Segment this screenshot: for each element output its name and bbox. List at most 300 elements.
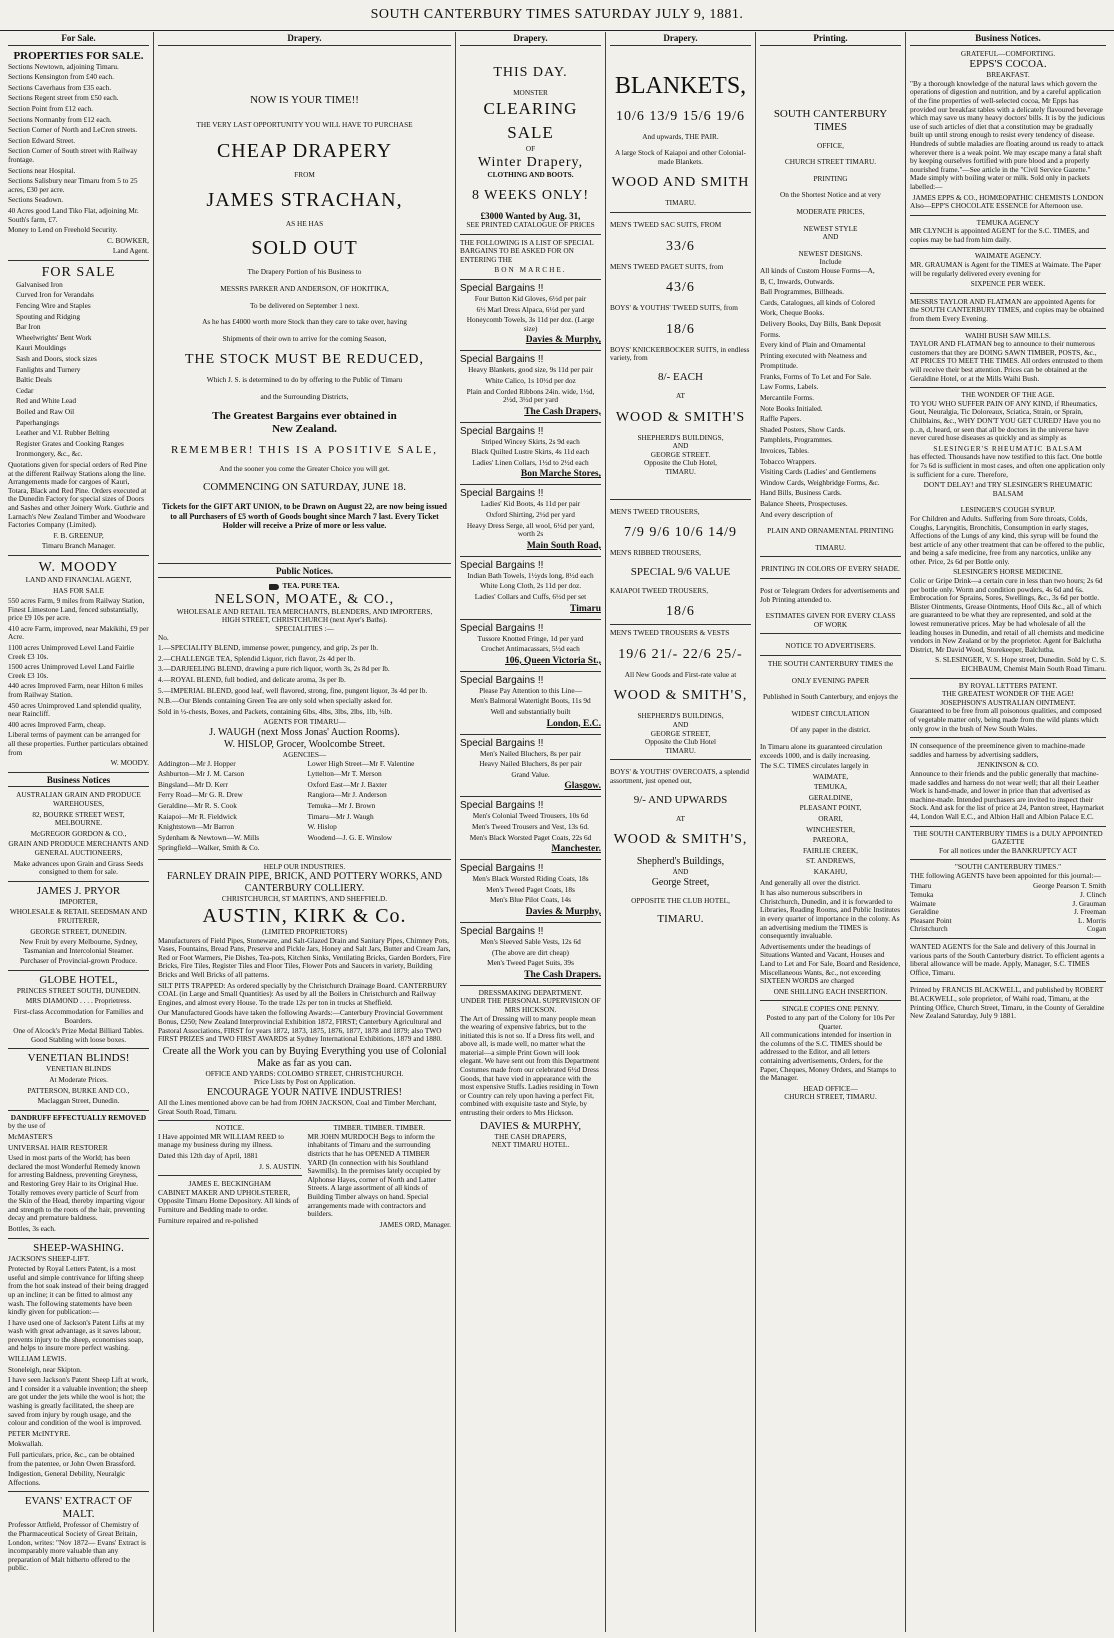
of-label: OF — [525, 144, 536, 154]
bargain-line: Honeycomb Towels, 3s 11d per doz. (Large size) — [466, 315, 595, 333]
furniture-line: Furniture repaired and re-polished — [158, 1215, 258, 1225]
all-lines-body: All the Lines mentioned above can be had from JOHN JACKSON, Coal and Timber Merchant, Great South Road, Timaru. — [158, 1097, 437, 1116]
section-header: Business Notices. — [910, 32, 1106, 46]
property-line: Section Edward Street. — [8, 135, 76, 145]
manufacturers-body: Manufacturers of Field Pipes, Stoneware, and Salt-Glazed Drain and Sanitary Pipes, Chimney Pots, Vases, Fountains, Bread Pans, Preserve and Pickle Jars, Honey and Salt Jars, Butter and Cream Jars, Red or Foot Warmers, Pie Dishes, Tea-pots, Kitchen Sinks, Ventilating Bricks, Garden Borders, Fire Bricks, Fire Tiles, Register Tiles and Floor Tiles, Flower Pots and Saucers in variety, Building Bricks and Well Bricks of all patterns. — [158, 935, 451, 980]
bargain-sign: The Cash Drapers. — [524, 969, 601, 980]
for-sale-item: Ironmongery, &c., &c. — [16, 449, 83, 459]
printing-item: B, C, Inwards, Outwards. — [760, 276, 835, 286]
timber-body: MR JOHN MURDOCH Begs to inform the inhabitants of Timaru and the surrounding districts that he has OPENED A TIMBER YARD (In connection with his Southland Sawmills). In the premises lately occupied by Alphonse Hayes, corner of North and Latter Streets. A large assortment of all kinds of Building Timber always on hand. Special arrangements made with contractors and builders. — [307, 1131, 441, 1219]
agent-name: L. Morris — [1078, 915, 1106, 925]
footer-next: NEXT TIMARU HOTEL. — [491, 1140, 570, 1150]
printing-item: Invoices, Tables. — [760, 446, 810, 456]
help-industries: HELP OUR INDUSTRIES. — [158, 859, 451, 872]
bargain-line: Well and substantially built — [490, 707, 571, 716]
taylor-2: TAYLOR AND FLATMAN beg to announce to their numerous customers that they are DOING SAWN TIMBER, POSTS, &c., AT PRICES TO MEET THE TIMES. All orders entrusted to them will receive their best attention. Prices can be obtained at the Geraldine Hotel, or at the Mills Waihi Bush. — [910, 339, 1103, 383]
moderate-line: MODERATE PRICES, — [796, 206, 865, 216]
gordon-line: McGREGOR GORDON & CO., — [30, 828, 127, 838]
all-new: All New Goods and First-rate value at — [624, 669, 737, 679]
column-business-notices — [906, 32, 1110, 1632]
large-stock: A large Stock of Kaiapoi and other Colonial-made Blankets. — [615, 148, 746, 166]
section-header: Drapery. — [158, 32, 451, 46]
shortest-line: On the Shortest Notice and at very — [780, 190, 881, 200]
now-line: NOW IS YOUR TIME!! — [250, 93, 359, 106]
epps-body: "By a thorough knowledge of the natural laws which govern the operations of digestion and nutrition, and by a careful application of the fine properties of well-selected cocoa, Mr Epps has provided our breakfast tables with a delicately flavoured beverage which may save us many heavy doctors' bills. It is by the judicious use of such articles of diet that a constitution may be gradually built up until strong enough to resist every tendency of disease. Hundreds of subtle maladies are floating around us ready to attack wherever there is a weak point. We may escape many a fatal shaft by keeping ourselves fortified with pure blood and a properly nourished frame."—See article in the "Civil Service Gazette." Made simply with boiling water or milk. Sold only in packets labelled:— — [910, 78, 1105, 191]
awards-body: Our Manufactured Goods have taken the following Awards:—Canterbury Provincial Government Bonus, £250; New Zealand Interprovincial Exhibition 1872, FIRST; Canterbury Agricultural and Pastoral Associations, FIRST for years 1872, 1873, 1875, 1876, 1877, 1878 and 1879; also TWO FIRST PRIZES and TWO FIRST AWARDS at Sydney International Exhibitions, 1879 and 1880. — [158, 1008, 443, 1044]
commencing-line: COMMENCING ON SATURDAY, JUNE 18. — [203, 481, 406, 494]
boys-tweed: BOYS' & YOUTHS' TWEED SUITS, from — [610, 303, 738, 313]
section-header: Printing. — [760, 32, 901, 46]
pryor-advert — [8, 881, 149, 966]
venetian-lines — [8, 1065, 149, 1105]
george-2: GEORGE STREET, — [650, 728, 711, 738]
printing-item: Visiting Cards (Ladies' and Gentlemens — [760, 467, 876, 477]
notice-sign: J. S. AUSTIN. — [259, 1161, 302, 1171]
kaiapoi-trousers: KAIAPOI TWEED TROUSERS, — [610, 585, 709, 595]
this-day: THIS DAY. — [493, 64, 568, 80]
timaru-3: TIMARU. — [665, 745, 696, 755]
place-item: FAIRLIE CREEK, — [803, 845, 858, 855]
christchurch-line: CHRISTCHURCH, ST MARTIN'S, AND SHEFFIELD. — [221, 894, 388, 904]
gordon-line: Make advances upon Grain and Grass Seeds consigned to them for sale. — [13, 858, 144, 877]
globe-line: PRINCES STREET SOUTH, DUNEDIN. — [16, 985, 141, 995]
sheep-lines — [8, 1255, 149, 1488]
pryor-lines — [8, 898, 149, 966]
newest-style: NEWEST STYLE — [803, 223, 858, 233]
property-line: Section Corner of North and LeCren streets. — [8, 125, 138, 135]
bargain-title: Special Bargains !! — [460, 425, 544, 437]
create-line: Create all the Work you can by Buying Everything you use of Colonial Make as far as you can. — [162, 1045, 447, 1069]
printing-list — [760, 267, 901, 519]
agents-table — [910, 882, 1106, 934]
printing-item: Raffle Papers. — [760, 414, 802, 424]
pryor-line: GEORGE STREET, DUNEDIN. — [30, 926, 127, 936]
for-sale-list — [8, 281, 149, 459]
notice-reed — [158, 1124, 302, 1231]
limited-line: (LIMITED PROPRIETORS) — [261, 927, 348, 937]
bargain-line: Ladies' Linen Collars, 1½d to 2½d each — [472, 457, 589, 467]
globe-line: MRS DIAMOND . . . . Proprietress. — [25, 996, 132, 1006]
beckingham-body: CABINET MAKER AND UPHOLSTERER, Opposite Timaru Home Depository. All kinds of Furniture and Bedding made to order. — [158, 1187, 299, 1214]
globe-advert — [8, 970, 149, 1045]
dandruff-line: Used in most parts of the World; has been declared the most Wonderful Remedy known for arresting Baldness, preventing Greyness, and Restoring Grey Hair to its Original Hue. Totally removes every particle of Scurf from the Skin of the Head, thereby imparting vigour and strength to the roots of the hair, preventing decay and premature baldness. — [8, 1153, 145, 1223]
bargain-block — [460, 279, 601, 346]
agent-name: George Pearson T. Smith — [1033, 881, 1106, 891]
tea-item: 4.—ROYAL BLEND, full bodied, and delicate aroma, 3s per lb. — [158, 674, 346, 684]
dandruff-title: DANDRUFF EFFECTUALLY REMOVED — [10, 1112, 147, 1122]
for-sale-item: Galvanised Iron — [16, 279, 63, 289]
beckingham-title: JAMES E. BECKINGHAM — [188, 1179, 271, 1189]
pryor-title: JAMES J. PRYOR — [36, 884, 121, 897]
pointing-hand-icon — [269, 584, 279, 590]
dandruff-lines — [8, 1122, 149, 1233]
property-line: Sections near Hospital. — [8, 165, 76, 175]
for-sale-sign-title: Timaru Branch Manager. — [41, 541, 116, 551]
venetian-advert — [8, 1048, 149, 1105]
agent-name: J. Grauman — [1072, 898, 1106, 908]
for-sale-item: Sash and Doors, stock sizes — [16, 354, 97, 364]
bankruptcy-line: For all notices under the BANKRUPTCY ACT — [939, 845, 1077, 855]
grateful-line: GRATEFUL—COMFORTING. — [960, 48, 1056, 58]
place-item: WAIMATE, — [812, 771, 849, 781]
for-sale-item: Spouting and Ridging — [16, 311, 81, 321]
consequence-body: IN consequence of the preeminence given to machine-made saddles and harness by advertising saddlers, — [910, 741, 1085, 759]
agency-item: Rangiora—Mr J. Anderson — [307, 790, 387, 800]
globe-line: First-class Accommodation for Families and Boarders. — [13, 1007, 144, 1025]
at-2: AT — [676, 813, 685, 823]
high-street-line: HIGH STREET, CHRISTCHURCH (next Ayer's Baths). — [221, 615, 388, 625]
dandruff-line: by the use of — [8, 1121, 46, 1131]
footer-davies: DAVIES & MURPHY, — [479, 1119, 582, 1132]
eight-weeks: 8 WEEKS ONLY! — [471, 188, 590, 204]
breakfast-line: BREAKFAST. — [986, 70, 1030, 80]
bargain-line: Men's Balmoral Watertight Boots, 11s 9d — [470, 696, 591, 706]
for-sale-item: Cedar — [16, 385, 34, 395]
for-sale-advert — [8, 260, 149, 551]
agencies-left — [158, 760, 302, 855]
place-item: PAREORA, — [812, 835, 849, 845]
place-item: KAKAHU, — [813, 867, 848, 877]
overcoats: BOYS' & YOUTHS' OVERCOATS, a splendid assortment, just opened out, — [610, 767, 749, 786]
moody-item: 440 acres Improved Farm, near Hilton 6 miles from Railway Station. — [8, 681, 143, 700]
bargain-block — [460, 422, 601, 481]
bargain-line: Men's Blue Pilot Coats, 14s — [490, 895, 571, 905]
george-1: GEORGE STREET. — [650, 449, 711, 459]
agencies-table — [158, 760, 451, 855]
bargain-block — [460, 619, 601, 667]
plain-ornamental: PLAIN AND ORNAMENTAL PRINTING — [767, 526, 894, 536]
intro-line: THE VERY LAST OPPORTUNITY YOU WILL HAVE TO PURCHASE — [196, 119, 413, 129]
as-he-has: AS HE HAS — [285, 218, 324, 228]
wood-smiths-3: WOOD & SMITH'S, — [613, 832, 748, 848]
moody-item: 400 acres Improved Farm, cheap. — [8, 719, 106, 729]
evans-body: Professor Attfield, Professor of Chemistry of the Pharmaceutical Society of Great Britain, London, writes: "Nov 1872— Evans' Extract is incomparably more valuable than any preparation of Malt hitherto offered to the public. — [8, 1520, 146, 1573]
only-evening: ONLY EVENING PAPER — [791, 675, 870, 685]
tea-item: No. — [158, 632, 169, 642]
dandruff-line: Bottles, 3s each. — [8, 1223, 56, 1233]
jenkinson-body: Announce to their friends and the public generally that machine-made saddles and harness do not wear well; that all their Leather Work is hand-made, and lower in price than that advertised as machine-made. Intended purchasers are invited to inspect their Stock. And ask for the list of price at 24, Panton street, Haymarket 44, London Wall E.C., and Albion Hall and Albion Palace E.C. — [910, 768, 1104, 821]
dandruff-advert — [8, 1110, 149, 1234]
place-item: PLEASANT POINT, — [799, 803, 862, 813]
printing-item: All kinds of Custom House Forms—A, — [760, 265, 875, 275]
widest-circulation: WIDEST CIRCULATION — [791, 708, 870, 718]
timaru-2: TIMARU. — [665, 466, 696, 476]
printing-item: Cards, Catalogues, all kinds of Colored — [760, 297, 875, 307]
timber-advert — [308, 1124, 452, 1231]
bargain-title: Special Bargains !! — [460, 354, 544, 366]
tea-title — [158, 582, 451, 591]
bargain-line: Striped Wincey Skirts, 2s 9d each — [481, 436, 580, 446]
place-item: WINCHESTER, — [806, 824, 855, 834]
tickets-line: Tickets for the GIFT ART UNION, to be Drawn on August 22, are now being issued to all Purchasers of £5 worth of Goods bought since March 7 last. Every Ticket Holder will receive a Prize of more or less value. — [161, 502, 447, 531]
messrs-line: MESSRS PARKER AND ANDERSON, OF HOKITIKA, — [220, 283, 389, 293]
colors-line: PRINTING IN COLORS OF EVERY SHADE. — [761, 564, 900, 574]
guaranteed-line: In Timaru alone its guaranteed circulation exceeds 1000, and is daily increasing. — [760, 741, 883, 760]
slesinger-body: has effected. Thousands have now testified to this fact. One bottle for 7s 6d is sufficient in most cases, and often one application only is sufficient for a cure. Therefore, — [910, 452, 1106, 479]
for-sale-item: Paperhangings — [16, 417, 59, 427]
single-copies: SINGLE COPIES ONE PENNY. — [782, 1004, 879, 1014]
sixpence-line: SIXPENCE PER WEEK. — [970, 279, 1046, 289]
jenkinson-title: JENKINSON & CO. — [977, 760, 1039, 770]
agent-town: Temuka — [910, 890, 934, 900]
for-sale-item: Red and White Lead — [16, 396, 77, 406]
moody-item: 410 acre Farm, improved, near Makikihi, £9 per Acre. — [8, 623, 149, 642]
agency-item: Sydenham & Newtown—W. Mills — [158, 832, 260, 842]
agent-row — [910, 882, 1106, 891]
printing-item: Shaded Posters, Show Cards. — [760, 424, 846, 434]
bargain-line: Black Quilted Lustre Skirts, 4s 11d each — [471, 447, 590, 457]
for-sale-item: Register Grates and Cooking Ranges — [16, 438, 124, 448]
printing-item: Law Forms, Labels. — [760, 382, 819, 392]
property-line: Section Corner of South street with Railway frontage. — [8, 146, 138, 164]
agency-item: Temuka—Mr J. Brown — [307, 800, 376, 810]
bon-marche: BON MARCHE. — [494, 265, 567, 275]
and-label: AND — [822, 232, 839, 242]
printing-item: Tobacco Wrappers. — [760, 456, 817, 466]
bargains-list — [460, 279, 601, 981]
bargain-line: (The above are dirt cheap) — [492, 947, 569, 957]
farnley-title: FARNLEY DRAIN PIPE, BRICK, AND POTTERY WORKS, AND CANTERBURY COLLIERY. — [166, 871, 443, 895]
bargain-sign: Glasgow. — [564, 781, 601, 792]
bargain-block — [460, 859, 601, 918]
shipments: Shipments of their own to arrive for the coming Season, — [222, 333, 387, 343]
circulates-line: The S.C. TIMES circulates largely in — [760, 761, 869, 771]
timaru-1: TIMARU. — [665, 198, 696, 208]
agency-item: Ashburton—Mr J. M. Carson — [158, 769, 245, 779]
price-18: 18/6 — [666, 321, 695, 337]
royal-patent: BY ROYAL LETTERS PATENT. — [910, 678, 1106, 691]
the-sct: THE SOUTH CANTERBURY TIMES the — [767, 658, 894, 668]
place-item: ST. ANDREWS, — [805, 856, 856, 866]
sct-quote: "SOUTH CANTERBURY TIMES." — [910, 859, 1106, 872]
suffer-body: TO YOU WHO SUFFER PAIN OF ANY KIND, if Rheumatics, Gout, Neuralgia, Tic Doloreaux, Sciatica, Strain, or Sprain, Chilblains, &c., WHY DON'T YOU GET CURED? Have you no p...n, d, heard, or seen that all be doctors in the universe have never cured hose diseases as quickly and as simply as — [910, 398, 1101, 443]
notice-header: NOTICE. — [215, 1123, 245, 1133]
for-sale-item: Baltic Deals — [16, 375, 52, 385]
portion-line: The Drapery Portion of his Business to — [247, 267, 362, 277]
bargain-line: Heavy Blankets, good size, 9s 11d per pair — [468, 365, 593, 375]
agencies-label: AGENCIES— — [282, 749, 327, 759]
bargain-sign: Davies & Murphy, — [525, 906, 601, 917]
column-printing — [756, 32, 906, 1632]
one-shilling: ONE SHILLING EACH INSERTION. — [773, 986, 888, 996]
cheap-drapery: CHEAP DRAPERY — [216, 140, 393, 163]
sct-title: SOUTH CANTERBURY TIMES — [773, 107, 888, 133]
trouser-prices: 7/9 9/6 10/6 14/9 — [623, 525, 738, 541]
notice-advertisers: NOTICE TO ADVERTISERS. — [785, 641, 876, 651]
agency-item: Lyttelton—Mr T. Merson — [307, 769, 382, 779]
moody-sub: LAND AND FINANCIAL AGENT, — [25, 574, 132, 584]
moody-body: Liberal terms of payment can be arranged for all these properties. Further particulars obtained from — [8, 730, 148, 757]
cough-title: LESINGER'S COUGH SYRUP. — [960, 505, 1056, 515]
bargain-title: Special Bargains !! — [460, 282, 544, 294]
tea-item: 5.—IMPERIAL BLEND, good leaf, well flavored, strong, fine, pungent liquor, 3s 4d per lb. — [158, 685, 428, 695]
estimates-line: ESTIMATES GIVEN FOR EVERY CLASS OF WORK — [765, 611, 896, 629]
place-item: TEMUKA, — [813, 782, 848, 792]
bargain-sign: Timaru — [570, 603, 601, 614]
bargain-block — [460, 796, 601, 855]
agency-item: Springfield—Walker, Smith & Co. — [158, 843, 260, 853]
printing-item: Balance Sheets, Prospectuses. — [760, 499, 848, 508]
any-paper: Of any paper in the district. — [790, 725, 871, 735]
special-value: SPECIAL 9/6 VALUE — [630, 565, 731, 578]
venetian-line: VENETIAN BLINDS — [45, 1064, 112, 1074]
trousers-vests: MEN'S TWEED TROUSERS & VESTS — [610, 628, 730, 638]
bargain-line: Men's Black Worsted Riding Coats, 18s — [472, 874, 589, 884]
agency-item: W. Hislop — [307, 822, 337, 832]
wanted-line: £3000 Wanted by Aug. 31, — [480, 211, 581, 222]
tweed-trousers: MEN'S TWEED TROUSERS, — [610, 506, 700, 516]
opposite-1: Opposite the Club Hotel, — [644, 458, 717, 468]
new-zealand: New Zealand. — [272, 422, 337, 435]
venetian-line: PATTERSON, BURKE AND CO., — [27, 1085, 130, 1095]
printing-item: Forms. — [760, 329, 781, 339]
hislop-line: W. HISLOP, Grocer, Woolcombe Street. — [224, 738, 385, 750]
sac-suits: MEN'S TWEED SAC SUITS, FROM — [610, 219, 722, 229]
property-line: Sections Salisbury near Timaru from 5 to 25 acres, £30 per acre. — [8, 176, 138, 194]
bargain-sign: London, E.C. — [546, 718, 601, 729]
silt-body: SILT PITS TRAPPED: As ordered specially by the Christchurch Drainage Board. CANTERBURY COAL (in Large and Small Quantities): As used by all the Boilers in Christchurch and Railway Engines, and almost every House. To the trade 12s per ton in trucks at Sheffield. — [158, 980, 448, 1007]
published-line: Published in South Canterbury, and enjoys the — [762, 692, 899, 702]
agents-timaru: AGENTS FOR TIMARU— — [263, 717, 346, 727]
agents-intro: THE following AGENTS have been appointed for this journal:— — [910, 870, 1101, 880]
slesinger-sign: S. SLESINGER, V. S. Hope street, Dunedin. Sold by C. S. EICHBAUM, Chemist Main South Road Timaru. — [935, 655, 1106, 673]
properties-title: PROPERTIES FOR SALE. — [13, 49, 144, 62]
bargain-line: Men's Tweed Paget Coats, 18s — [486, 884, 575, 894]
bargain-line: Heavy Nailed Bluchers, 8s per pair — [479, 759, 582, 769]
bargain-line: Grand Value. — [511, 769, 550, 779]
gordon-line: 82, BOURKE STREET WEST, MELBOURNE. — [32, 809, 125, 828]
sheep-line: Mokwallah. — [8, 1439, 44, 1449]
bargain-block — [460, 350, 601, 417]
bargain-sign: Bon Marche Stores, — [520, 469, 601, 480]
pryor-line: New Fruit by every Melbourne, Sydney, Tasmanian and Intercolonial Steamer. — [19, 937, 138, 955]
under-line: UNDER THE PERSONAL SUPERVISION OF — [460, 996, 601, 1006]
bargain-line: Men's Nailed Bluchers, 8s per pair — [479, 748, 581, 758]
property-line: Sections Newtown, adjoining Timaru. — [8, 61, 119, 71]
places-list — [760, 773, 901, 877]
sheep-line: Protected by Royal Letters Patent, is a most useful and simple contrivance for lifting sheep from the hot soak instead of their being dragged up an incline; it can be fitted to almost any wash. The following statements have been kindly given for publication:— — [8, 1264, 149, 1317]
printing-item: Work, Cheque Books. — [760, 308, 825, 318]
bargain-block — [460, 734, 601, 793]
bargain-line: Four Button Kid Gloves, 6½d per pair — [474, 293, 587, 303]
winter-drapery: Winter Drapery, — [477, 154, 584, 170]
ribbed-trousers: MEN'S RIBBED TROUSERS, — [610, 548, 701, 558]
agency-item: Addington—Mr J. Hopper — [158, 758, 236, 768]
head-office: HEAD OFFICE— — [803, 1083, 858, 1093]
sheep-line: I have used one of Jackson's Patent Lifts at my wash with great advantage, as it saves labour, prevents injury to the sheep, economises soap, and helps to insure more perfect washing. — [8, 1317, 145, 1353]
agency-item: Timaru—Mr J. Waugh — [307, 811, 374, 821]
clearing-sale: CLEARING SALE — [483, 99, 578, 143]
sct-gazette: THE SOUTH CANTERBURY TIMES is a DULY APPOINTED GAZETTE — [910, 826, 1106, 847]
moody-item: 450 acres Unimproved Land splendid quality, near Raincliff. — [8, 700, 142, 719]
columns — [4, 32, 1110, 1632]
bargain-line: Please Pay Attention to this Line— — [479, 685, 582, 695]
epps-also: Also—EPP'S CHOCOLATE ESSENCE for Afternoon use. — [910, 201, 1083, 211]
agent-town: Geraldine — [910, 907, 939, 917]
bargain-block — [460, 556, 601, 615]
bargain-block — [460, 922, 601, 981]
printing-item: Franks, Forms of To Let and For Sale. — [760, 371, 872, 381]
property-line: 40 Acres good Land Tiko Flat, adjoining Mr. South's farm, £7. — [8, 205, 139, 224]
pryor-line: IMPORTER, — [59, 896, 98, 906]
bargain-line: Men's Tweed Trousers and Vest, 13s 6d. — [472, 821, 589, 831]
sheep-line: WILLIAM LEWIS. — [8, 1354, 67, 1364]
epps-title: EPPS'S COCOA. — [969, 58, 1047, 71]
timber-sign: JAMES ORD, Manager. — [379, 1219, 451, 1229]
globe-title: GLOBE HOTEL, — [39, 973, 118, 986]
paget-suits: MEN'S TWEED PAGET SUITS, from — [610, 261, 724, 271]
horse-body: Colic or Gripe Drink—a certain cure in less than two hours; 2s 6d per bottle only. Worm and condition powders, 4s 6d and 6s. Embrocation for Sprains, Sores, Swellings, &c., 3s 6d per bottle. Blister Ointments, Grease Ointments, Hoof Oils &c., all of which are guaranteed to be what they are represented, and sold at the lowest remunerative prices. May be had wholesale of all the leading houses in Dunedin, and retail of all chemists and medicine vendors in New Zealand or by the proprietor. Agent for Balclutha District, Mr David Wood, Storekeeper, Balclutha. — [910, 576, 1104, 654]
agency-item: Geraldine—Mr R. S. Cook — [158, 800, 237, 810]
venetian-title: VENETIAN BLINDS! — [27, 1052, 130, 1065]
agency-item: Bingsland—Mr D. Kerr — [158, 779, 228, 789]
sheep-line: Full particulars, price, &c., can be obtained from the patentee, or John Owen Brassford. — [8, 1450, 136, 1468]
venetian-line: Maclaggan Street, Dunedin. — [37, 1096, 120, 1106]
place-item: GERALDINE, — [808, 792, 853, 802]
printing-item: Hand Bills, Business Cards. — [760, 488, 842, 498]
newest-designs: NEWEST DESIGNS. — [798, 248, 863, 258]
bargain-block — [460, 671, 601, 730]
shepherd-2: SHEPHERD'S BUILDINGS, — [637, 711, 724, 721]
for-sale-sign: F. B. GREENUP, — [53, 530, 104, 540]
bargain-line: Heavy Dress Serge, all wool, 6½d per yard, worth 2s — [466, 520, 595, 539]
agency-item: Lower High Street—Mr F. Valentine — [307, 758, 415, 768]
wood-smiths-2: WOOD & SMITH'S, — [613, 688, 748, 704]
kaiapoi-price: 18/6 — [666, 604, 695, 620]
greatest-wonder: THE GREATEST WONDER OF THE AGE! — [942, 689, 1074, 699]
property-line: Money to Lend on Freehold Security. — [8, 225, 118, 235]
sheep-line: PETER McINTYRE. — [8, 1428, 71, 1438]
bargain-line: White Calico, 1s 10½d per doz — [485, 375, 576, 385]
printing-timaru: TIMARU. — [815, 542, 846, 552]
price-43: 43/6 — [666, 280, 695, 296]
deliver-line: To be delivered on September 1 next. — [249, 300, 360, 310]
josephson-title: JOSEPHSON'S AUSTRALIAN OINTMENT. — [940, 697, 1076, 707]
agency-item: Kaiapoi—Mr R. Fieldwick — [158, 811, 237, 821]
dandruff-line: UNIVERSAL HAIR RESTORER — [8, 1142, 108, 1152]
for-sale-item: Curved Iron for Verandahs — [16, 290, 94, 300]
monster: MONSTER — [513, 87, 548, 97]
properties-sign: C. BOWKER, — [107, 235, 149, 245]
gordon-line: AUSTRALIAN GRAIN AND PRODUCE WAREHOUSES, — [16, 790, 141, 808]
property-line: Sections Caverhaus from £35 each. — [8, 82, 112, 92]
bargain-title: Special Bargains !! — [460, 622, 544, 634]
printing-item: Pamphlets, Programmes. — [760, 435, 833, 445]
property-line: Sections Regent street from £50 each. — [8, 93, 119, 103]
see-printed: SEE PRINTED CATALOGUE OF PRICES — [466, 219, 595, 229]
tea-item: 1.—SPECIALITY BLEND, immense power, pungency, and grip, 2s per lb. — [158, 643, 379, 653]
opposite-2: Opposite the Club Hotel — [644, 737, 717, 747]
place-item: ORARI, — [818, 814, 843, 824]
bargain-sign: Davies & Murphy, — [525, 335, 601, 346]
timber-header: TIMBER. TIMBER. TIMBER. — [333, 1123, 426, 1133]
bargain-line: Crochet Antimacassars, 5½d each — [481, 644, 580, 654]
for-sale-item: Leather and V.I. Rubber Belting — [16, 428, 110, 438]
stock-more: As he has £4000 worth more Stock than they care to take over, having — [202, 317, 407, 327]
shepherd-1: SHEPHERD'S BUILDINGS, — [637, 432, 724, 442]
property-line: Sections Seadown. — [8, 195, 64, 205]
moody-sign: W. MOODY. — [110, 758, 149, 768]
venetian-line: At Moderate Prices. — [49, 1075, 108, 1085]
for-sale-item: Bar Iron — [16, 322, 41, 332]
bargain-line: Men's Sleeved Sable Vests, 12s 6d — [480, 936, 581, 946]
masthead: SOUTH CANTERBURY TIMES SATURDAY JULY 9, 1881. — [0, 0, 1114, 31]
gordon-line: GRAIN AND PRODUCE MERCHANTS AND GENERAL AUCTIONEERS, — [8, 839, 149, 857]
column-drapery-wood-smith — [606, 32, 756, 1632]
agent-town: Pleasant Point — [910, 915, 952, 925]
moody-title: W. MOODY — [38, 559, 119, 575]
post-line: Post or Telegram Orders for advertisements and Job Printing attended to. — [760, 585, 900, 604]
